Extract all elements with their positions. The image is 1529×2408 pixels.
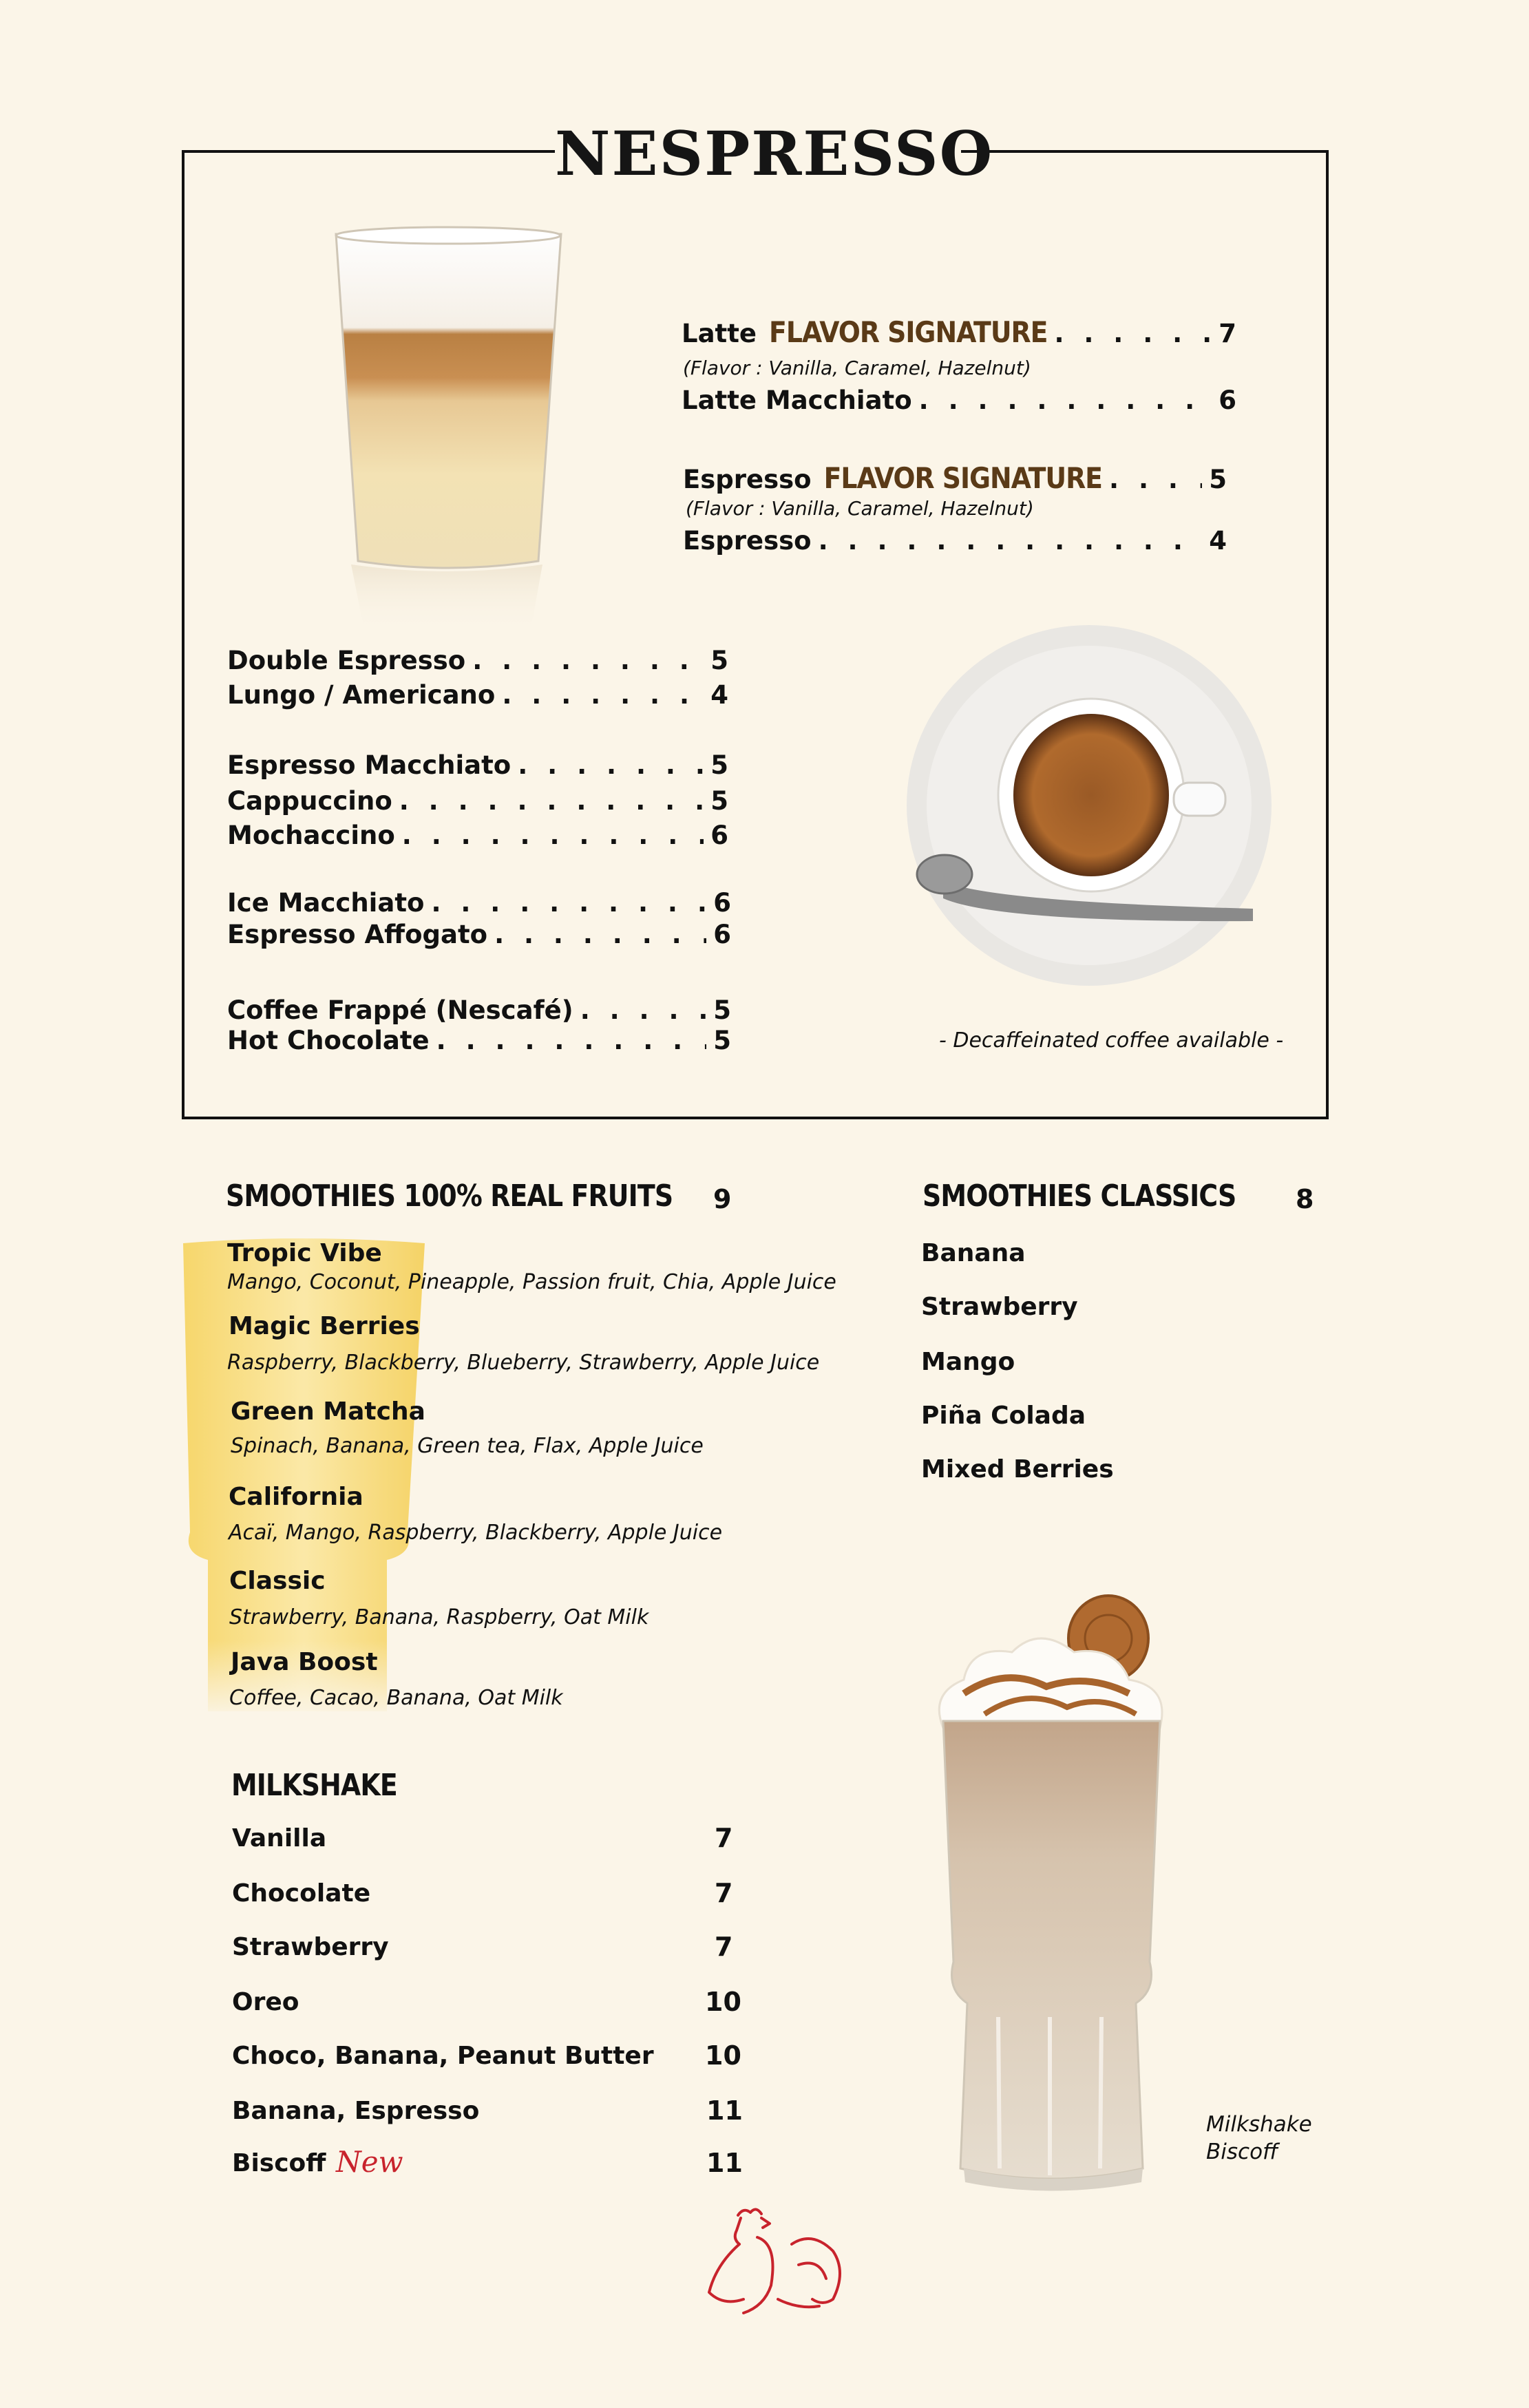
logo-container xyxy=(555,116,994,191)
item-price: 7 xyxy=(1219,319,1236,348)
smoothie-ingredients: Mango, Coconut, Pineapple, Passion fruit, Chia, Apple Juice xyxy=(227,1270,836,1294)
item-price: 4 xyxy=(710,680,728,710)
item-name: Cappuccino xyxy=(227,786,392,816)
section-price-smoothies-real: 9 xyxy=(713,1184,732,1214)
menu-row-lungo xyxy=(227,680,728,710)
item-price: 5 xyxy=(1209,465,1227,494)
item-name: Espresso Affogato xyxy=(227,920,488,949)
dot-leader xyxy=(402,821,704,850)
item-price: 5 xyxy=(713,995,731,1025)
milkshake-price: 7 xyxy=(715,1932,733,1962)
smoothie-ingredients: Raspberry, Blackberry, Blueberry, Strawberry, Apple Juice xyxy=(227,1351,820,1375)
dot-leader xyxy=(580,995,707,1025)
smoothie-ingredients: Strawberry, Banana, Raspberry, Oat Milk xyxy=(229,1605,649,1629)
new-badge: New xyxy=(336,2145,403,2179)
image-caption-line2: Biscoff xyxy=(1206,2140,1278,2164)
smoothie-name: Java Boost xyxy=(231,1648,378,1676)
image-caption-line1: Milkshake xyxy=(1206,2112,1312,2137)
item-price: 5 xyxy=(710,646,728,675)
milkshake-name: Oreo xyxy=(232,1988,299,2016)
item-name: Latte Macchiato xyxy=(682,386,912,415)
dot-leader xyxy=(494,920,706,949)
item-name: Lungo / Americano xyxy=(227,680,496,710)
milkshake-name: Chocolate xyxy=(232,1879,371,1908)
dot-leader xyxy=(1054,319,1212,348)
menu-row-espresso-macchiato xyxy=(227,750,728,780)
menu-row-ice-macchiato xyxy=(227,888,731,918)
item-name: Latte xyxy=(682,319,757,348)
milkshake-price: 11 xyxy=(706,2148,743,2178)
dot-leader xyxy=(518,750,704,780)
item-name: Espresso xyxy=(683,465,812,494)
classic-smoothie-item: Piña Colada xyxy=(921,1402,1086,1430)
menu-row-espresso xyxy=(683,526,1227,556)
flavor-note: (Flavor : Vanilla, Caramel, Hazelnut) xyxy=(683,357,1031,379)
espresso-cup-image xyxy=(895,620,1280,1005)
smoothie-name: Magic Berries xyxy=(229,1312,420,1340)
milkshake-price: 10 xyxy=(705,2040,741,2071)
item-name: Hot Chocolate xyxy=(227,1026,430,1055)
dot-leader xyxy=(1109,465,1202,494)
item-price: 6 xyxy=(713,920,731,949)
classic-smoothie-item: Mixed Berries xyxy=(921,1455,1114,1483)
nespresso-logo: NESPRESSO xyxy=(555,118,994,189)
latte-glass-image xyxy=(324,220,585,633)
smoothie-name: Classic xyxy=(229,1567,326,1595)
item-name: Ice Macchiato xyxy=(227,888,425,918)
milkshake-name: Banana, Espresso xyxy=(232,2097,480,2125)
milkshake-name: Biscoff xyxy=(232,2149,326,2177)
milkshake-price: 7 xyxy=(715,1878,733,1908)
menu-row-mochaccino xyxy=(227,821,728,850)
item-name: Espresso xyxy=(683,526,812,556)
dot-leader xyxy=(399,786,704,816)
smoothie-ingredients: Acaï, Mango, Raspberry, Blackberry, Apple Juice xyxy=(229,1521,723,1545)
menu-row-coffee-frappe xyxy=(227,995,731,1025)
section-title-smoothies-real: SMOOTHIES 100% REAL FRUITS xyxy=(226,1179,673,1214)
section-title-milkshake: MILKSHAKE xyxy=(231,1768,397,1803)
milkshake-price: 10 xyxy=(705,1987,741,2017)
item-price: 6 xyxy=(710,821,728,850)
menu-row-latte-macchiato xyxy=(682,386,1236,415)
classic-smoothie-item: Strawberry xyxy=(921,1293,1078,1321)
smoothie-name: California xyxy=(229,1483,363,1511)
flavor-signature-tag: FLAVOR SIGNATURE xyxy=(823,461,1103,495)
item-name: Double Espresso xyxy=(227,646,466,675)
section-price-smoothies-classics: 8 xyxy=(1296,1184,1314,1214)
flavor-note: (Flavor : Vanilla, Caramel, Hazelnut) xyxy=(686,497,1034,520)
dot-leader xyxy=(502,680,704,710)
menu-row-espresso-signature xyxy=(683,461,1227,495)
milkshake-name: Choco, Banana, Peanut Butter xyxy=(232,2042,654,2070)
smoothie-ingredients: Coffee, Cacao, Banana, Oat Milk xyxy=(229,1686,563,1710)
smoothie-ingredients: Spinach, Banana, Green tea, Flax, Apple Juice xyxy=(231,1434,704,1458)
item-price: 5 xyxy=(713,1026,731,1055)
item-name: Coffee Frappé (Nescafé) xyxy=(227,995,573,1025)
menu-row-espresso-affogato xyxy=(227,920,731,949)
flavor-signature-tag: FLAVOR SIGNATURE xyxy=(769,315,1048,349)
menu-row-hot-chocolate xyxy=(227,1026,731,1055)
menu-row-latte xyxy=(682,315,1236,349)
item-name: Mochaccino xyxy=(227,821,395,850)
dot-leader xyxy=(919,386,1212,415)
item-price: 6 xyxy=(1219,386,1236,415)
decaf-note: - Decaffeinated coffee available - xyxy=(939,1028,1284,1053)
milkshake-price: 11 xyxy=(706,2095,743,2126)
dot-leader xyxy=(436,1026,707,1055)
item-price: 6 xyxy=(713,888,731,918)
menu-row-cappuccino xyxy=(227,786,728,816)
item-price: 5 xyxy=(710,750,728,780)
item-price: 5 xyxy=(710,786,728,816)
smoothie-name: Green Matcha xyxy=(231,1397,425,1426)
menu-row-double-espresso xyxy=(227,646,728,675)
milkshake-price: 7 xyxy=(715,1823,733,1853)
milkshake-name: Strawberry xyxy=(232,1933,389,1961)
item-price: 4 xyxy=(1209,526,1227,556)
milkshake-name: Vanilla xyxy=(232,1824,327,1852)
dot-leader xyxy=(472,646,704,675)
smoothie-glass-image xyxy=(180,1236,428,1718)
classic-smoothie-item: Mango xyxy=(921,1348,1015,1376)
rooster-icon xyxy=(695,2203,854,2320)
section-title-smoothies-classics: SMOOTHIES CLASSICS xyxy=(922,1179,1236,1214)
item-name: Espresso Macchiato xyxy=(227,750,512,780)
milkshake-glass-image xyxy=(922,1576,1212,2196)
classic-smoothie-item: Banana xyxy=(921,1239,1026,1267)
smoothie-name: Tropic Vibe xyxy=(227,1239,382,1267)
dot-leader xyxy=(431,888,706,918)
dot-leader xyxy=(819,526,1203,556)
